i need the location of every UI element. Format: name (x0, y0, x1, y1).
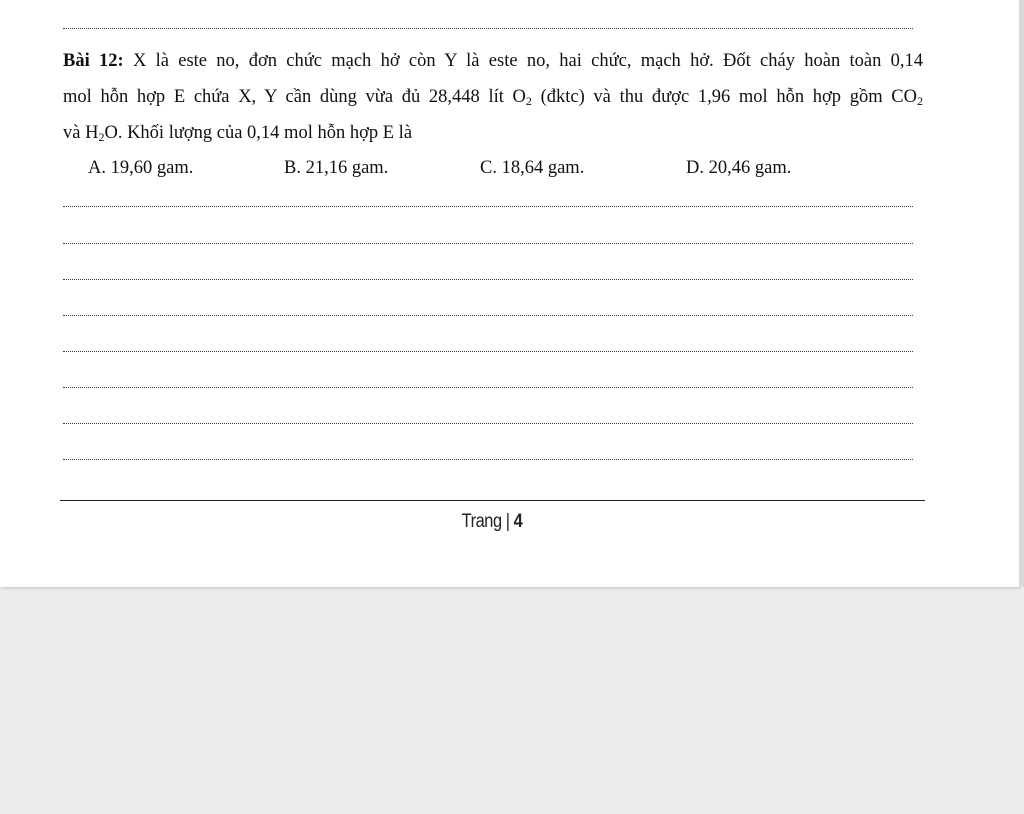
answer-line (63, 243, 913, 244)
answer-line (63, 279, 913, 280)
question-line-1 (63, 43, 923, 79)
answer-line (63, 423, 913, 424)
option-d: D. 20,46 gam. (686, 158, 792, 178)
answer-line (63, 206, 913, 207)
question-line-2 (63, 79, 923, 115)
page-footer (69, 511, 915, 533)
question-line-3 (63, 115, 923, 151)
answer-line (63, 351, 913, 352)
question-text: X là este no, đơn chức mạch hở còn Y là este no, hai chức, mạch hở. Đốt cháy hoàn toàn 0,14 (132, 51, 924, 71)
footer-label: Trang | (461, 511, 514, 532)
question-label: Bài 12: (63, 51, 124, 71)
answer-line (63, 28, 913, 29)
page-number: 4 (513, 511, 523, 532)
question-text: mol hỗn hợp E chứa X, Y cần dùng vừa đủ 28,448 lít $O_2$ (đktc) và thu được 1,96 mol hỗn hợp gồm $CO_2$ (63, 87, 923, 108)
question-text: và $H_2O$. Khối lượng của 0,14 mol hỗn hợp E là (63, 123, 413, 144)
footer-divider (60, 500, 925, 501)
answer-line (63, 459, 913, 460)
answer-line (63, 315, 913, 316)
answer-line (63, 387, 913, 388)
option-b: B. 21,16 gam. (284, 158, 389, 178)
option-a: A. 19,60 gam. (88, 158, 194, 178)
option-c: C. 18,64 gam. (480, 158, 585, 178)
scrollbar[interactable] (1019, 0, 1024, 587)
